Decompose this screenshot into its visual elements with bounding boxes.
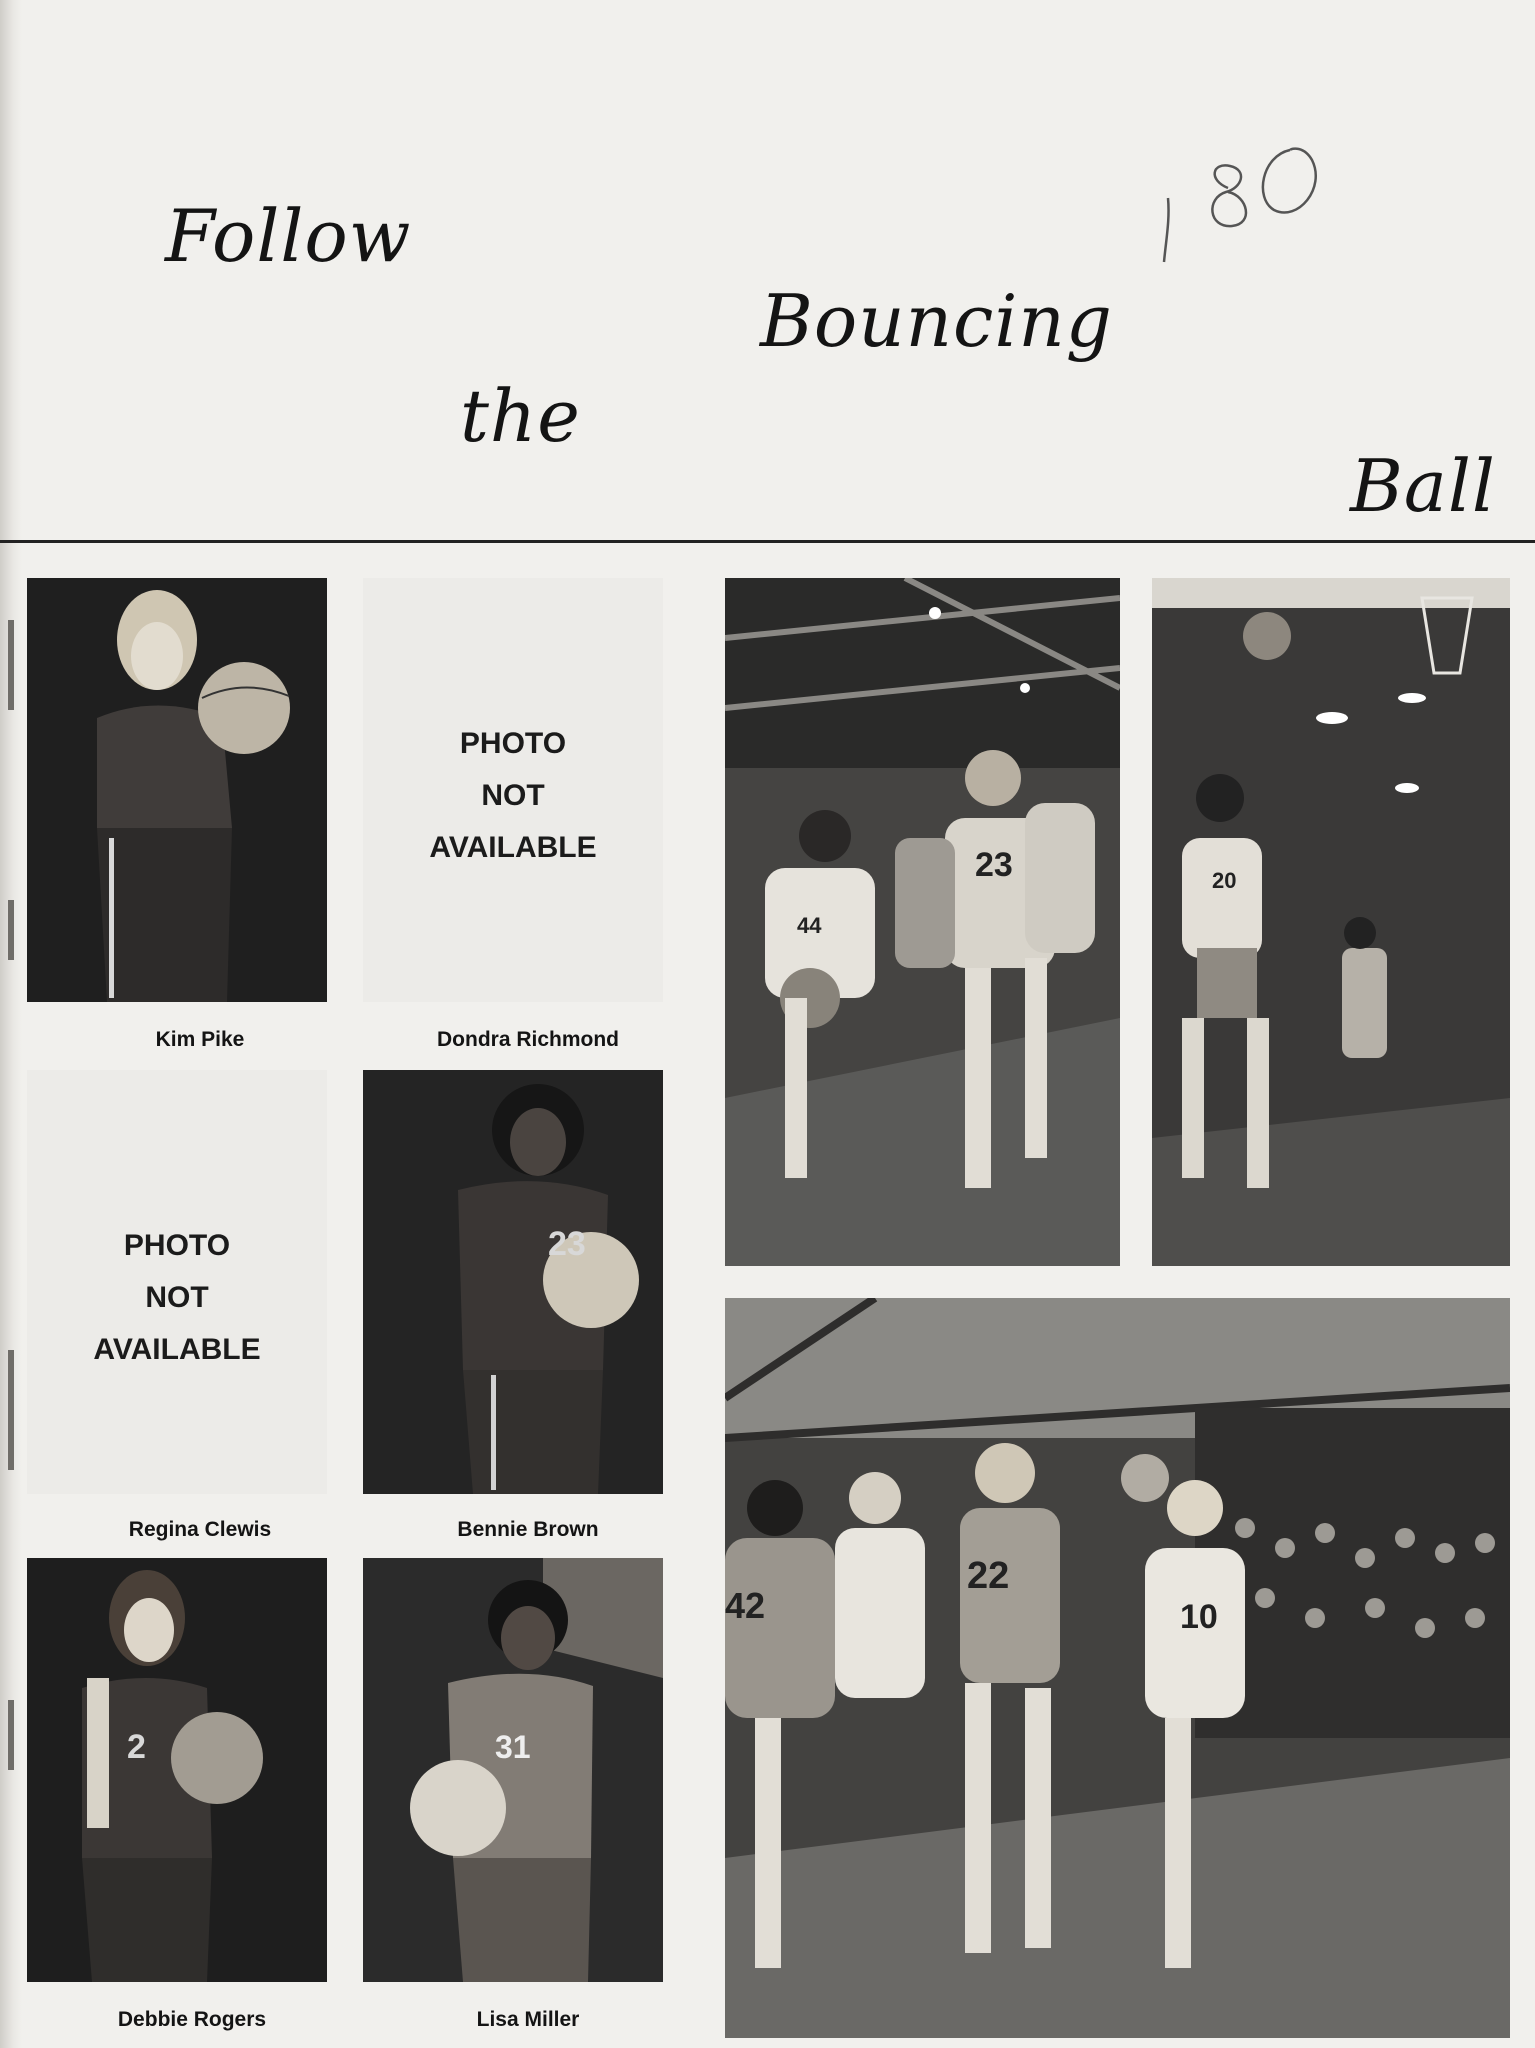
player-photo-bennie-brown (363, 1070, 663, 1494)
player-name-debbie-rogers: Debbie Rogers (117, 2008, 267, 2031)
jersey-number-31: 31 (495, 1729, 531, 1765)
jersey-number-10: 10 (1180, 1598, 1218, 1636)
jersey-number-42: 42 (725, 1585, 766, 1626)
player-name-lisa-miller: Lisa Miller (476, 2008, 580, 2031)
photo-not-available-regina-clewis (27, 1070, 327, 1494)
player-name-bennie-brown: Bennie Brown (457, 1518, 599, 1541)
jersey-number-2: 2 (127, 1728, 146, 1766)
photo-not-available-label: AVAILABLE (429, 831, 597, 864)
jersey-number-22: 22 (967, 1555, 1010, 1597)
game-action-photo-2 (1152, 578, 1510, 1266)
binding-mark (8, 1700, 14, 1770)
section-divider (0, 540, 1535, 543)
photo-not-available-label: NOT (481, 779, 545, 812)
player-photo-debbie-rogers (27, 1558, 327, 1982)
heading-word-bouncing: Bouncing (760, 279, 1113, 363)
player-photo-lisa-miller (363, 1558, 663, 1982)
jersey-number-44: 44 (797, 913, 822, 938)
photo-not-available-label: PHOTO (123, 1229, 231, 1262)
binding-mark (8, 1350, 14, 1470)
photo-not-available-label: AVAILABLE (93, 1333, 261, 1366)
photo-not-available-dondra-richmond (363, 578, 663, 1002)
page-binding-edge (0, 0, 22, 2048)
photo-not-available-label: NOT (145, 1281, 209, 1314)
game-action-photo-3 (725, 1298, 1510, 2038)
game-action-photo-1 (725, 578, 1120, 1266)
binding-mark (8, 620, 14, 710)
heading-word-the: the (460, 374, 581, 458)
player-name-regina-clewis: Regina Clewis (128, 1518, 272, 1541)
jersey-number-20: 20 (1212, 868, 1237, 893)
jersey-number-23-action: 23 (975, 846, 1013, 884)
heading-word-follow: Follow (165, 194, 412, 278)
jersey-number-23: 23 (548, 1225, 586, 1263)
binding-mark (8, 900, 14, 960)
player-photo-kim-pike (27, 578, 327, 1002)
handwritten-pencil-mark (1150, 140, 1340, 270)
player-name-kim-pike: Kim Pike (155, 1028, 245, 1051)
heading-word-ball: Ball (1350, 444, 1496, 528)
player-name-dondra-richmond: Dondra Richmond (437, 1028, 619, 1051)
photo-not-available-label: PHOTO (459, 727, 567, 760)
